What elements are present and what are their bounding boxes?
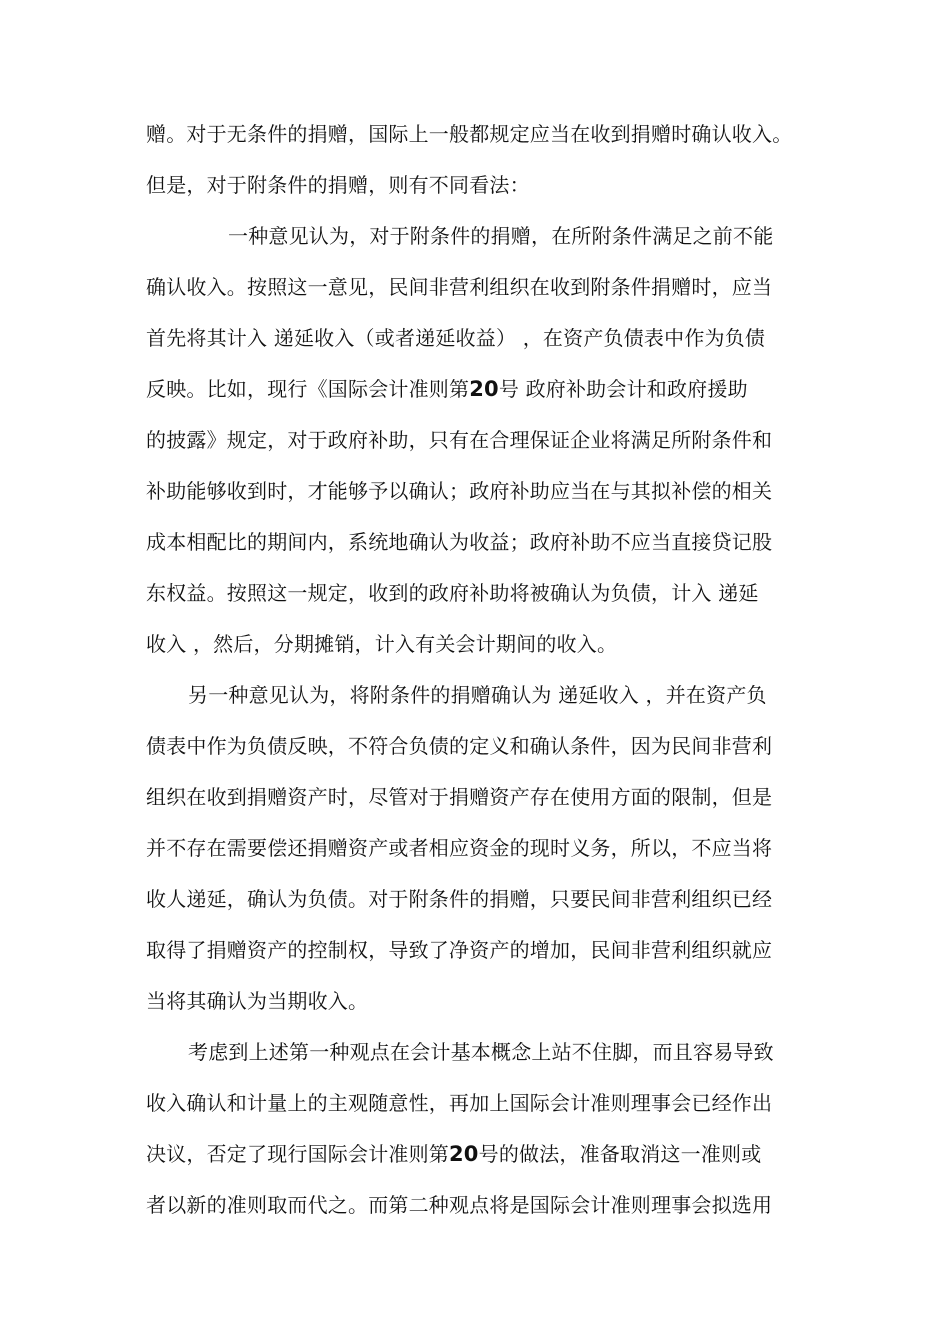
text-line: [146, 1141, 761, 1167]
text-line: 补助能够收到时，才能够予以确认；政府补助应当在与其拟补偿的相关: [146, 479, 773, 503]
text-line: 确认收入。按照这一意见，民间非营利组织在收到附条件捐赠时，应当: [146, 275, 773, 299]
text-line: 首先将其计入 递延收入（或者递延收益） ，在资产负债表中作为负债: [146, 326, 766, 350]
text-line: [146, 376, 748, 402]
standard-number: 20: [469, 377, 499, 401]
text-line: 考虑到上述第一种观点在会计基本概念上站不住脚，而且容易导致: [188, 1040, 774, 1064]
text-line: 的披露》规定，对于政府补助，只有在合理保证企业将满足所附条件和: [146, 428, 773, 452]
text-line: 一种意见认为，对于附条件的捐赠，在所附条件满足之前不能: [228, 224, 774, 248]
text-line: 成本相配比的期间内，系统地确认为收益；政府补助不应当直接贷记股: [146, 530, 773, 554]
text-line: 当将其确认为当期收入。: [146, 989, 369, 1013]
text-line: 债表中作为负债反映，不符合负债的定义和确认条件，因为民间非营利: [146, 734, 773, 758]
text-segment: 决议，否定了现行国际会计准则第: [146, 1142, 449, 1166]
text-line: 赠。对于无条件的捐赠，国际上一般都规定应当在收到捐赠时确认收入。: [146, 122, 793, 146]
text-line: 取得了捐赠资产的控制权，导致了净资产的增加，民间非营利组织就应: [146, 938, 773, 962]
text-segment: 反映。比如，现行《国际会计准则第: [146, 377, 470, 401]
text-line: 组织在收到捐赠资产时，尽管对于捐赠资产存在使用方面的限制，但是: [146, 785, 773, 809]
text-line: 东权益。按照这一规定，收到的政府补助将被确认为负债，计入 递延: [146, 581, 759, 605]
text-segment: 号 政府补助会计和政府援助: [498, 377, 748, 401]
text-line: 收入确认和计量上的主观随意性，再加上国际会计准则理事会已经作出: [146, 1091, 773, 1115]
standard-number: 20: [449, 1142, 479, 1166]
text-line: 收人递延，确认为负债。对于附条件的捐赠，只要民间非营利组织已经: [146, 887, 773, 911]
text-line: 者以新的准则取而代之。而第二种观点将是国际会计准则理事会拟选用: [146, 1193, 773, 1217]
text-line: 收入 ，然后，分期摊销，计入有关会计期间的收入。: [146, 632, 618, 656]
text-line: 另一种意见认为，将附条件的捐赠确认为 递延收入 ，并在资产负: [188, 683, 767, 707]
text-line: 并不存在需要偿还捐赠资产或者相应资金的现时义务，所以，不应当将: [146, 836, 773, 860]
text-line: 但是，对于附条件的捐赠，则有不同看法：: [146, 173, 530, 197]
text-segment: 号的做法，准备取消这一准则或: [478, 1142, 762, 1166]
